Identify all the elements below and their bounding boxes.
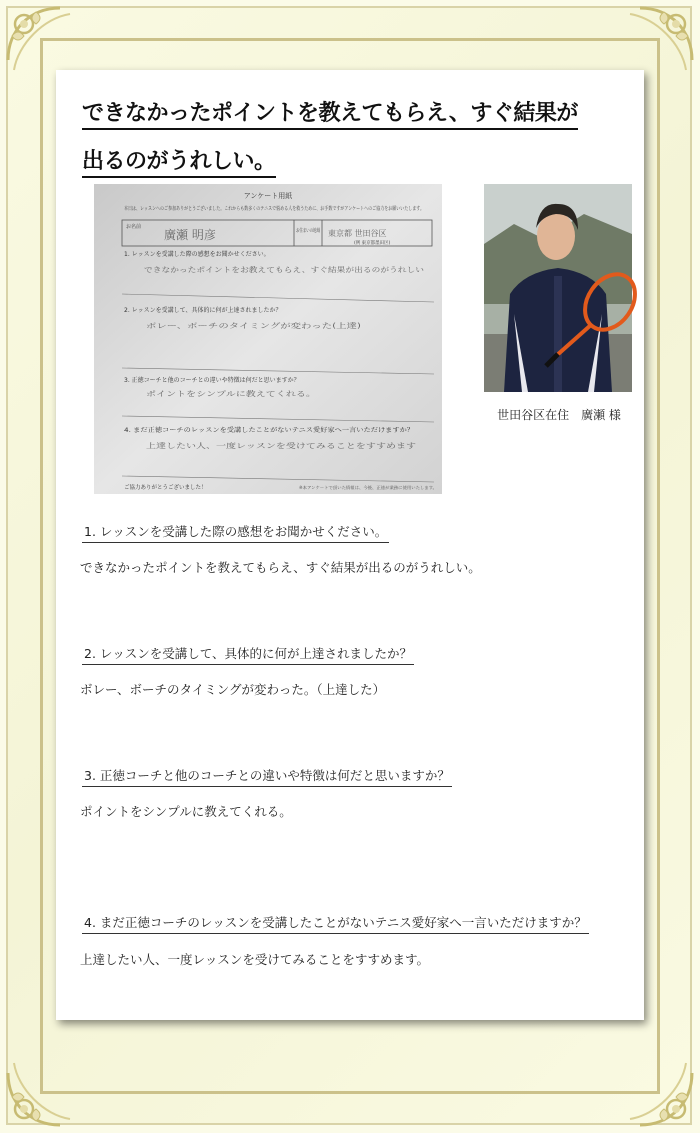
answer-2: ボレー、ボーチのタイミングが変わった。（上達した） — [80, 682, 386, 697]
answer-3: ポイントをシンプルに教えてくれる。 — [80, 804, 292, 819]
page-title — [82, 90, 602, 186]
survey-title: アンケート用紙 — [243, 192, 293, 200]
survey-footer: ご協力ありがとうございました！ — [124, 485, 207, 491]
survey-address-example: (例 東京都墨田区) — [354, 241, 391, 246]
corner-ornament-icon — [610, 1043, 700, 1133]
survey-sheet-photo — [94, 184, 499, 494]
survey-footer-note: ※本アンケートで頂いた情報は、今後、正徳が業務に使用いたします。 — [299, 485, 426, 490]
answer-4: 上達したい人、一度レッスンを受けてみることをすすめます。 — [80, 952, 430, 967]
survey-address-label: お住まいの地域 — [296, 228, 332, 234]
survey-q1: 1. レッスンを受講した際の感想をお聞かせください。 — [124, 251, 270, 258]
survey-intro: 本日は、レッスンへのご参加ありがとうございました。これからも数多くのテニスで悩める人を救うために、お手数ですがアンケートへのご協力をお願いいたします。 — [124, 206, 499, 212]
survey-a2: ボレー、ボーチのタイミングが変わった(上達) — [146, 322, 291, 330]
survey-address-value: 東京都 世田谷区 — [328, 229, 387, 238]
question-1: 1. レッスンを受講した際の感想をお聞かせください。 — [82, 522, 622, 543]
question-3: 3. 正徳コーチと他のコーチとの違いや特徴は何だと思いますか？ — [82, 766, 622, 787]
survey-q3: 3. 正徳コーチと他のコーチとの違いや特徴は何だと思いますか？ — [124, 377, 300, 384]
question-4: 4. まだ正徳コーチのレッスンを受講したことがないテニス愛好家へ一言いただけますか？ — [82, 913, 622, 934]
headline-line-2: 出るのがうれしい。 — [82, 149, 276, 178]
survey-a3: ポイントをシンプルに教えてくれる。 — [146, 390, 265, 398]
corner-ornament-icon — [0, 1043, 90, 1133]
headline-line-1: できなかったポイントを教えてもらえ、すぐ結果が — [82, 101, 578, 130]
survey-a4: 上達したい人、一度レッスンを受けてみることをすすめます — [146, 442, 335, 450]
answer-1: できなかったポイントを教えてもらえ、すぐ結果が出るのがうれしい。 — [80, 560, 481, 575]
survey-name-label: お名前 — [126, 224, 142, 230]
survey-a1: できなかったポイントをお教えてもらえ、すぐ結果が出るのがうれしい — [144, 266, 369, 274]
question-2: 2. レッスンを受講して、具体的に何が上達されましたか？ — [82, 644, 622, 665]
portrait-caption: 世田谷区在住 廣瀬 様 — [497, 408, 621, 422]
survey-q4: 4. まだ正徳コーチのレッスンを受講したことがないテニス愛好家へ一言いただけますか？ — [124, 427, 366, 434]
content-sheet — [56, 70, 644, 1020]
survey-name-value: 廣瀬 明彦 — [164, 228, 216, 242]
survey-q2: 2. レッスンを受講して、具体的に何が上達されましたか？ — [124, 307, 282, 314]
customer-portrait-photo — [484, 184, 632, 392]
